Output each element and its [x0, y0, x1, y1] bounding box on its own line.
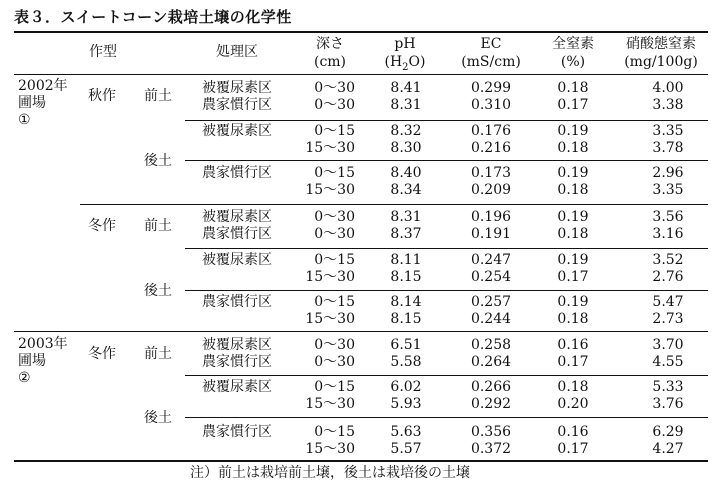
nitrate-value: 3.78 [652, 140, 684, 156]
ec-value: 0.356 [470, 424, 512, 440]
ph-value: 8.41 [390, 80, 422, 96]
ph-value: 8.31 [390, 97, 422, 113]
ph-value: 8.11 [390, 252, 422, 268]
crop-label: 秋作 [88, 88, 116, 104]
nitrate-value: 2.73 [652, 311, 684, 327]
total-n-value: 0.18 [557, 379, 589, 395]
field-number: ② [18, 370, 31, 386]
ec-value: 0.173 [470, 165, 512, 181]
total-n-value: 0.20 [557, 396, 589, 412]
plot-name: 農家慣行区 [202, 226, 272, 242]
nitrate-value: 3.38 [652, 97, 684, 113]
total-n-value: 0.17 [557, 97, 589, 113]
nitrate-value: 3.35 [652, 123, 684, 139]
total-n-value: 0.18 [557, 182, 589, 198]
table-title: 表３．スイートコーン栽培土壌の化学性 [14, 8, 292, 26]
ec-value: 0.244 [470, 311, 512, 327]
block-rule [185, 417, 708, 418]
plot-name: 農家慣行区 [202, 424, 272, 440]
depth-value: 0～15 [314, 379, 355, 395]
depth-value: 15～30 [305, 140, 355, 156]
block-rule [185, 160, 708, 161]
total-n-value: 0.18 [557, 140, 589, 156]
soil-timing-label: 前土 [144, 346, 172, 362]
nitrate-value: 3.16 [652, 226, 684, 242]
nitrate-value: 4.00 [652, 80, 684, 96]
ec-value: 0.209 [470, 182, 512, 198]
depth-value: 15～30 [305, 396, 355, 412]
total-n-value: 0.18 [557, 226, 589, 242]
table-top-rule [14, 31, 708, 33]
soil-timing-label: 前土 [144, 218, 172, 234]
soil-timing-label: 前土 [144, 88, 172, 104]
header-crop: 作型 [89, 44, 117, 60]
field-number: ① [18, 112, 31, 128]
header-ph: pH [394, 36, 416, 52]
total-n-value: 0.18 [557, 311, 589, 327]
ph-value: 8.14 [390, 294, 422, 310]
ec-value: 0.292 [470, 396, 512, 412]
ph-value: 8.40 [390, 165, 422, 181]
ec-value: 0.266 [470, 379, 512, 395]
plot-name: 被覆尿素区 [202, 252, 272, 268]
ec-value: 0.254 [470, 269, 512, 285]
total-n-value: 0.17 [557, 354, 589, 370]
ec-value: 0.264 [470, 354, 512, 370]
field-name: 圃場 [18, 95, 46, 111]
ph-value: 5.93 [390, 396, 422, 412]
soil-timing-label: 後土 [144, 283, 172, 299]
plot-name: 農家慣行区 [202, 97, 272, 113]
plot-name: 被覆尿素区 [202, 209, 272, 225]
depth-value: 0～30 [314, 97, 355, 113]
block-rule [185, 290, 708, 291]
ec-value: 0.247 [470, 252, 512, 268]
nitrate-value: 3.52 [652, 252, 684, 268]
depth-value: 0～15 [314, 252, 355, 268]
crop-label: 冬作 [88, 218, 116, 234]
total-n-value: 0.19 [557, 252, 589, 268]
block-rule [185, 248, 708, 249]
nitrate-value: 6.29 [652, 424, 684, 440]
ec-value: 0.216 [470, 140, 512, 156]
header-rule [14, 74, 708, 75]
plot-name: 被覆尿素区 [202, 123, 272, 139]
ph-value: 5.63 [390, 424, 422, 440]
soil-timing-label: 後土 [144, 410, 172, 426]
ec-value: 0.176 [470, 123, 512, 139]
ec-value: 0.299 [470, 80, 512, 96]
header-depth-unit: (cm) [313, 54, 347, 70]
header-nitrate-unit: (mg/100g) [624, 54, 698, 70]
total-n-value: 0.19 [557, 165, 589, 181]
ph-value: 8.30 [390, 140, 422, 156]
plot-name: 農家慣行区 [202, 165, 272, 181]
depth-value: 0～30 [314, 80, 355, 96]
depth-value: 15～30 [305, 441, 355, 457]
ec-value: 0.257 [470, 294, 512, 310]
ph-value: 6.02 [390, 379, 422, 395]
total-n-value: 0.17 [557, 441, 589, 457]
header-total-n-unit: (%) [560, 54, 586, 70]
plot-name: 被覆尿素区 [202, 80, 272, 96]
total-n-value: 0.17 [557, 269, 589, 285]
depth-value: 0～30 [314, 226, 355, 242]
ph-value: 8.34 [390, 182, 422, 198]
depth-value: 0～30 [314, 209, 355, 225]
plot-name: 農家慣行区 [202, 354, 272, 370]
ph-value: 8.15 [390, 311, 422, 327]
field-name: 圃場 [18, 353, 46, 369]
nitrate-value: 3.56 [652, 209, 684, 225]
ph-value: 8.31 [390, 209, 422, 225]
plot-name: 被覆尿素区 [202, 379, 272, 395]
nitrate-value: 2.76 [652, 269, 684, 285]
total-n-value: 0.18 [557, 80, 589, 96]
ph-value: 8.37 [390, 226, 422, 242]
header-ec: EC [480, 36, 502, 52]
footnote: 注）前土は栽培前土壌，後土は栽培後の土壌 [190, 465, 470, 481]
soil-timing-label: 後土 [144, 153, 172, 169]
total-n-value: 0.16 [557, 424, 589, 440]
ph-value: 8.15 [390, 269, 422, 285]
ec-value: 0.191 [470, 226, 512, 242]
total-n-value: 0.19 [557, 209, 589, 225]
plot-name: 被覆尿素区 [202, 337, 272, 353]
crop-label: 冬作 [88, 346, 116, 362]
field-year: 2003年 [18, 336, 68, 352]
total-n-value: 0.19 [557, 123, 589, 139]
ec-value: 0.196 [470, 209, 512, 225]
total-n-value: 0.19 [557, 294, 589, 310]
header-nitrate: 硝酸態窒素 [626, 36, 696, 52]
block-rule [185, 120, 708, 121]
header-ec-unit: (mS/cm) [461, 54, 521, 70]
depth-value: 0～15 [314, 294, 355, 310]
field-year: 2002年 [18, 78, 68, 94]
ph-value: 5.58 [390, 354, 422, 370]
depth-value: 0～15 [314, 123, 355, 139]
ph-value: 6.51 [390, 337, 422, 353]
header-plot: 処理区 [216, 44, 258, 60]
nitrate-value: 4.55 [652, 354, 684, 370]
crop-rule [80, 204, 708, 205]
nitrate-value: 3.70 [652, 337, 684, 353]
field-rule [14, 331, 708, 332]
depth-value: 0～30 [314, 337, 355, 353]
nitrate-value: 3.35 [652, 182, 684, 198]
nitrate-value: 2.96 [652, 165, 684, 181]
header-depth: 深さ [316, 36, 344, 52]
depth-value: 0～15 [314, 165, 355, 181]
block-rule [185, 375, 708, 376]
nitrate-value: 5.33 [652, 379, 684, 395]
depth-value: 15～30 [305, 311, 355, 327]
nitrate-value: 4.27 [652, 441, 684, 457]
ec-value: 0.372 [470, 441, 512, 457]
ec-value: 0.310 [470, 97, 512, 113]
ec-value: 0.258 [470, 337, 512, 353]
ph-value: 5.57 [390, 441, 422, 457]
header-ph-unit: $(H_2O)$ [384, 54, 426, 73]
nitrate-value: 5.47 [652, 294, 684, 310]
header-total-n: 全窒素 [552, 36, 594, 52]
depth-value: 0～30 [314, 354, 355, 370]
depth-value: 15～30 [305, 269, 355, 285]
ph-value: 8.32 [390, 123, 422, 139]
depth-value: 15～30 [305, 182, 355, 198]
total-n-value: 0.16 [557, 337, 589, 353]
plot-name: 農家慣行区 [202, 294, 272, 310]
depth-value: 0～15 [314, 424, 355, 440]
nitrate-value: 3.76 [652, 396, 684, 412]
